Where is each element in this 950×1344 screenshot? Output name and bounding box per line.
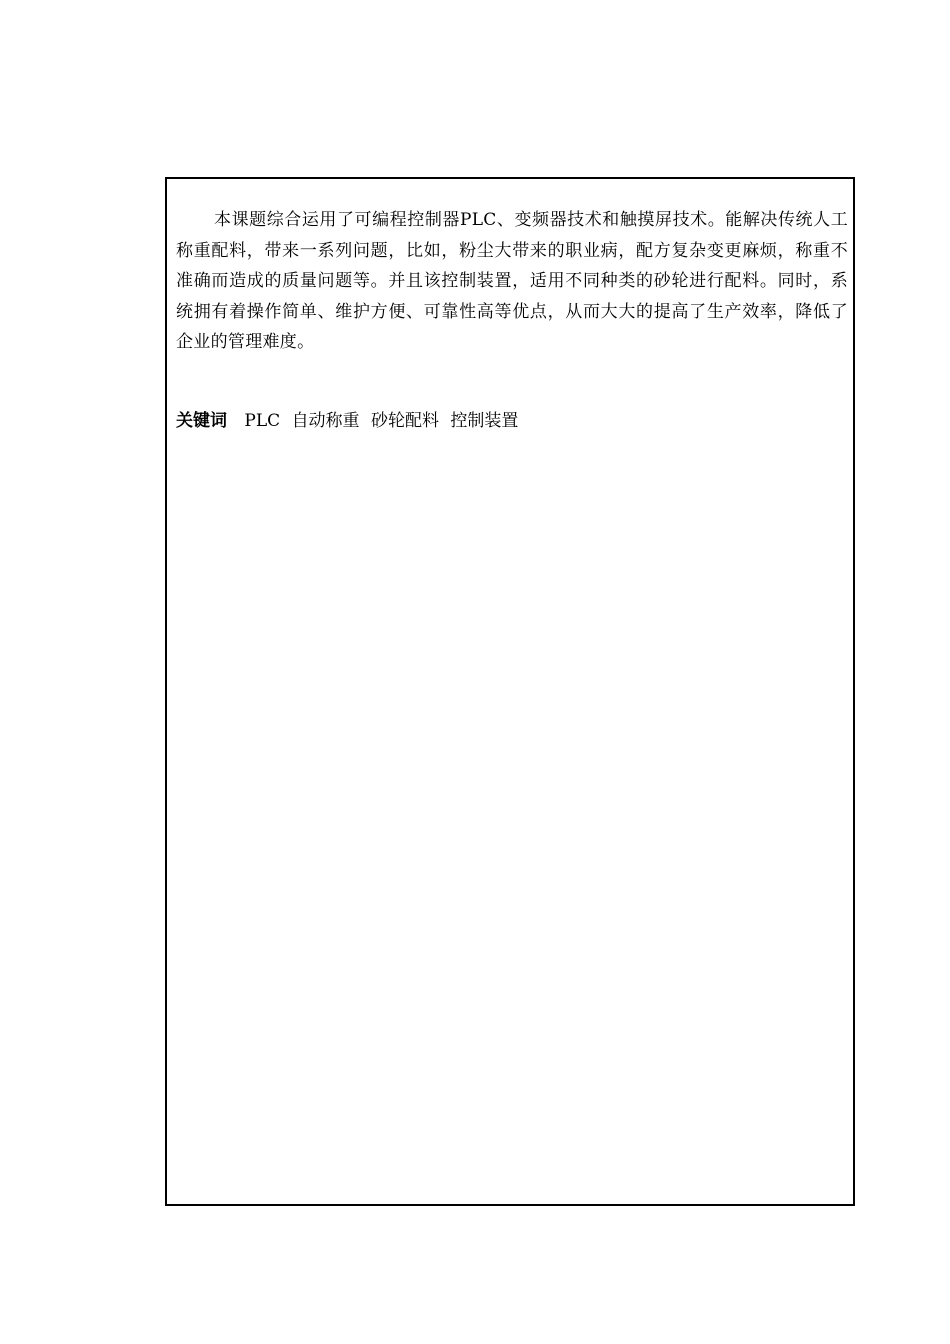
abstract-paragraph: 本课题综合运用了可编程控制器PLC、变频器技术和触摸屏技术。能解决传统人工称重配料，带来一系列问题，比如，粉尘大带来的职业病，配方复杂变更麻烦，称重不准确而造成的质量问题等。并且该控制装置，适用不同种类的砂轮进行配料。同时，系统拥有着操作简单、维护方便、可靠性高等优点，从而大大的提高了生产效率，降低了企业的管理难度。 xyxy=(176,210,848,352)
keyword-item: 自动称重 xyxy=(291,411,360,431)
content-frame xyxy=(165,177,855,1206)
keyword-item: 控制装置 xyxy=(450,411,519,431)
keyword-item: PLC xyxy=(244,411,281,431)
keywords-label: 关键词 xyxy=(176,411,227,431)
keywords-line xyxy=(176,409,524,433)
keyword-item: 砂轮配料 xyxy=(370,411,439,431)
